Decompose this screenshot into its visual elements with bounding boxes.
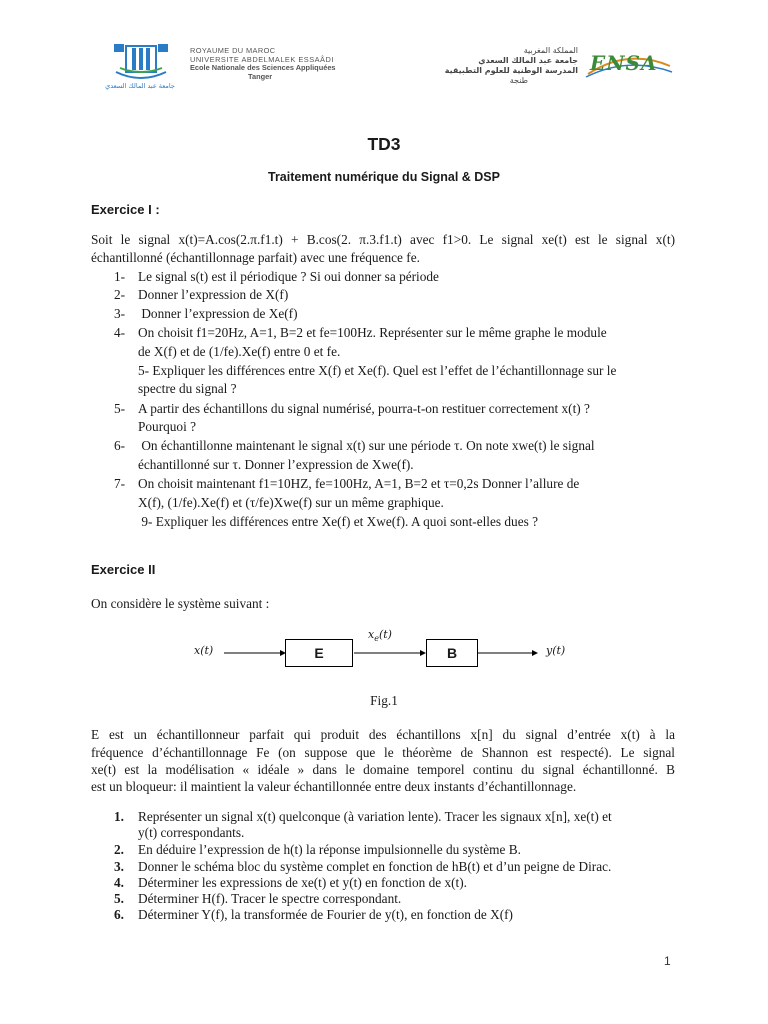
question-text: On choisit f1=20Hz, A=1, B=2 et fe=100Hz. Représenter sur le même graphe le module (138, 325, 607, 340)
question-text: de X(f) et de (1/fe).Xe(f) entre 0 et fe. (138, 344, 341, 359)
header-line: UNIVERSITE ABDELMALEK ESSAÂDI (190, 54, 334, 64)
question-number: 3- (114, 306, 126, 321)
sampler-block (285, 639, 353, 667)
exercise-2-question (0, 858, 768, 875)
question-number: 4. (114, 875, 124, 890)
question-number: 3. (114, 859, 124, 874)
question-text: Donner l’expression de X(f) (138, 287, 289, 302)
exercise-2-question (0, 890, 768, 907)
header-line: المدرسة الوطنية للعلوم التطبيقية (444, 66, 578, 75)
sampled-signal-arg: (t) (378, 628, 392, 641)
question-text: Déterminer Y(f), la transformée de Fourier de y(t), en fonction de X(f) (138, 907, 513, 922)
exercise-2-question (0, 906, 768, 923)
question-text: On échantillonne maintenant le signal x(t) sur une période τ. On note xwe(t) le signal (138, 438, 595, 453)
exercise-1-question (0, 305, 768, 323)
question-number: 7- (114, 476, 126, 491)
exercise-1-intro-line: Soit le signal x(t)=A.cos(2.π.f1.t) + B.cos(2. π.3.f1.t) avec f1>0. Le signal xe(t) est le signal x(t) (91, 232, 675, 247)
exercise-2-paragraph-line: E est un échantillonneur parfait qui produit des échantillons x[n] du signal d’entrée x(t) à la (91, 727, 675, 742)
page-title: TD3 (367, 134, 401, 154)
sampler-block-label: E (314, 645, 324, 661)
ensa-logo-text: ENSA (590, 51, 658, 75)
exercise-1-question (0, 286, 768, 304)
question-text: Représenter un signal x(t) quelconque (à variation lente). Tracer les signaux x[n], xe(t) et (138, 809, 612, 824)
input-signal-label: x(t) (194, 644, 214, 657)
right-header-text (420, 46, 578, 86)
header-line: طنجة (509, 76, 528, 85)
header-line: المملكة المغربية (523, 46, 578, 55)
question-number: 1- (114, 269, 126, 284)
question-number: 6. (114, 907, 124, 922)
exercise-2-heading: Exercice II (91, 562, 156, 577)
sampled-signal-sub: e (374, 634, 379, 644)
header (0, 38, 768, 98)
question-number: 2. (114, 842, 124, 857)
question-number: 5- (114, 401, 126, 416)
header-line: Tanger (248, 71, 273, 81)
exercise-1-heading: Exercice I : (91, 202, 160, 217)
sampled-signal-label (368, 628, 392, 643)
question-number: 1. (114, 809, 124, 824)
question-text: Déterminer les expressions de xe(t) et y(t) en fonction de x(t). (138, 875, 467, 890)
question-text: Déterminer H(f). Tracer le spectre correspondant. (138, 891, 402, 906)
question-text: X(f), (1/fe).Xe(f) et (τ/fe)Xwe(f) sur un même graphique. (138, 495, 444, 510)
exercise-2-question (0, 841, 768, 858)
exercise-2-paragraph-line: est un bloqueur: il maintient la valeur échantillonnée entre deux instants d’échantillonnage. (91, 779, 577, 794)
exercise-2-question (0, 808, 768, 842)
question-text: spectre du signal ? (138, 381, 237, 396)
question-text: En déduire l’expression de h(t) la réponse impulsionnelle du système B. (138, 842, 521, 857)
exercise-1-question (0, 475, 768, 531)
exercise-1-intro-line: échantillonné (échantillonnage parfait) avec une fréquence fe. (91, 250, 420, 265)
left-logo-caption: جامعة عبد المالك السعدي (105, 82, 175, 90)
page-number: 1 (664, 954, 671, 968)
question-text: On choisit maintenant f1=10HZ, fe=100Hz, A=1, B=2 et τ=0,2s Donner l’allure de (138, 476, 580, 491)
exercise-1-question (0, 324, 768, 398)
question-text: échantillonné sur τ. Donner l’expression de Xwe(f). (138, 457, 414, 472)
question-text: Le signal s(t) est il périodique ? Si oui donner sa période (138, 269, 439, 284)
exercise-2-paragraph-line: xe(t) est la modélisation « idéale » dans le domaine temporel continu du signal échantillonné. B (91, 762, 675, 777)
question-number: 4- (114, 325, 126, 340)
question-text: y(t) correspondants. (138, 825, 245, 840)
exercise-2-intro: On considère le système suivant : (91, 596, 270, 611)
exercise-2-question (0, 874, 768, 891)
holder-block-label: B (446, 645, 458, 661)
question-text: 9- Expliquer les différences entre Xe(f) et Xwe(f). A quoi sont-elles dues ? (138, 514, 538, 529)
page-subtitle: Traitement numérique du Signal & DSP (268, 170, 500, 184)
question-number: 2- (114, 287, 126, 302)
question-number: 5. (114, 891, 124, 906)
header-line: ROYAUME DU MAROC (190, 46, 276, 55)
header-line: Ecole Nationale des Sciences Appliquées (190, 63, 336, 73)
question-text: Donner l’expression de Xe(f) (138, 306, 298, 321)
question-text: Pourquoi ? (138, 419, 196, 434)
figure-caption: Fig.1 (370, 693, 398, 708)
exercise-2-paragraph-line: fréquence d’échantillonnage Fe (on suppose que le théorème de Shannon est respecté). Le signal (91, 745, 675, 760)
exercise-1-question (0, 400, 768, 437)
block-diagram (180, 628, 580, 674)
sampled-signal-base: x (368, 628, 375, 641)
exercise-1-question (0, 437, 768, 474)
output-signal-label: y(t) (546, 644, 566, 657)
university-logo-icon (112, 42, 170, 82)
question-text: Donner le schéma bloc du système complet en fonction de hB(t) et d’un peigne de Dirac. (138, 859, 612, 874)
question-number: 6- (114, 438, 126, 453)
left-header-text (190, 47, 370, 81)
question-text: A partir des échantillons du signal numérisé, pourra-t-on restituer correctement x(t) ? (138, 401, 590, 416)
exercise-1-question (0, 268, 768, 286)
ensa-logo (582, 44, 674, 80)
question-text: 5- Expliquer les différences entre X(f) et Xe(f). Quel est l’effet de l’échantillonnage sur le (138, 363, 617, 378)
header-line: جامعة عبد المالك السعدي (478, 56, 578, 65)
holder-block (426, 639, 478, 667)
